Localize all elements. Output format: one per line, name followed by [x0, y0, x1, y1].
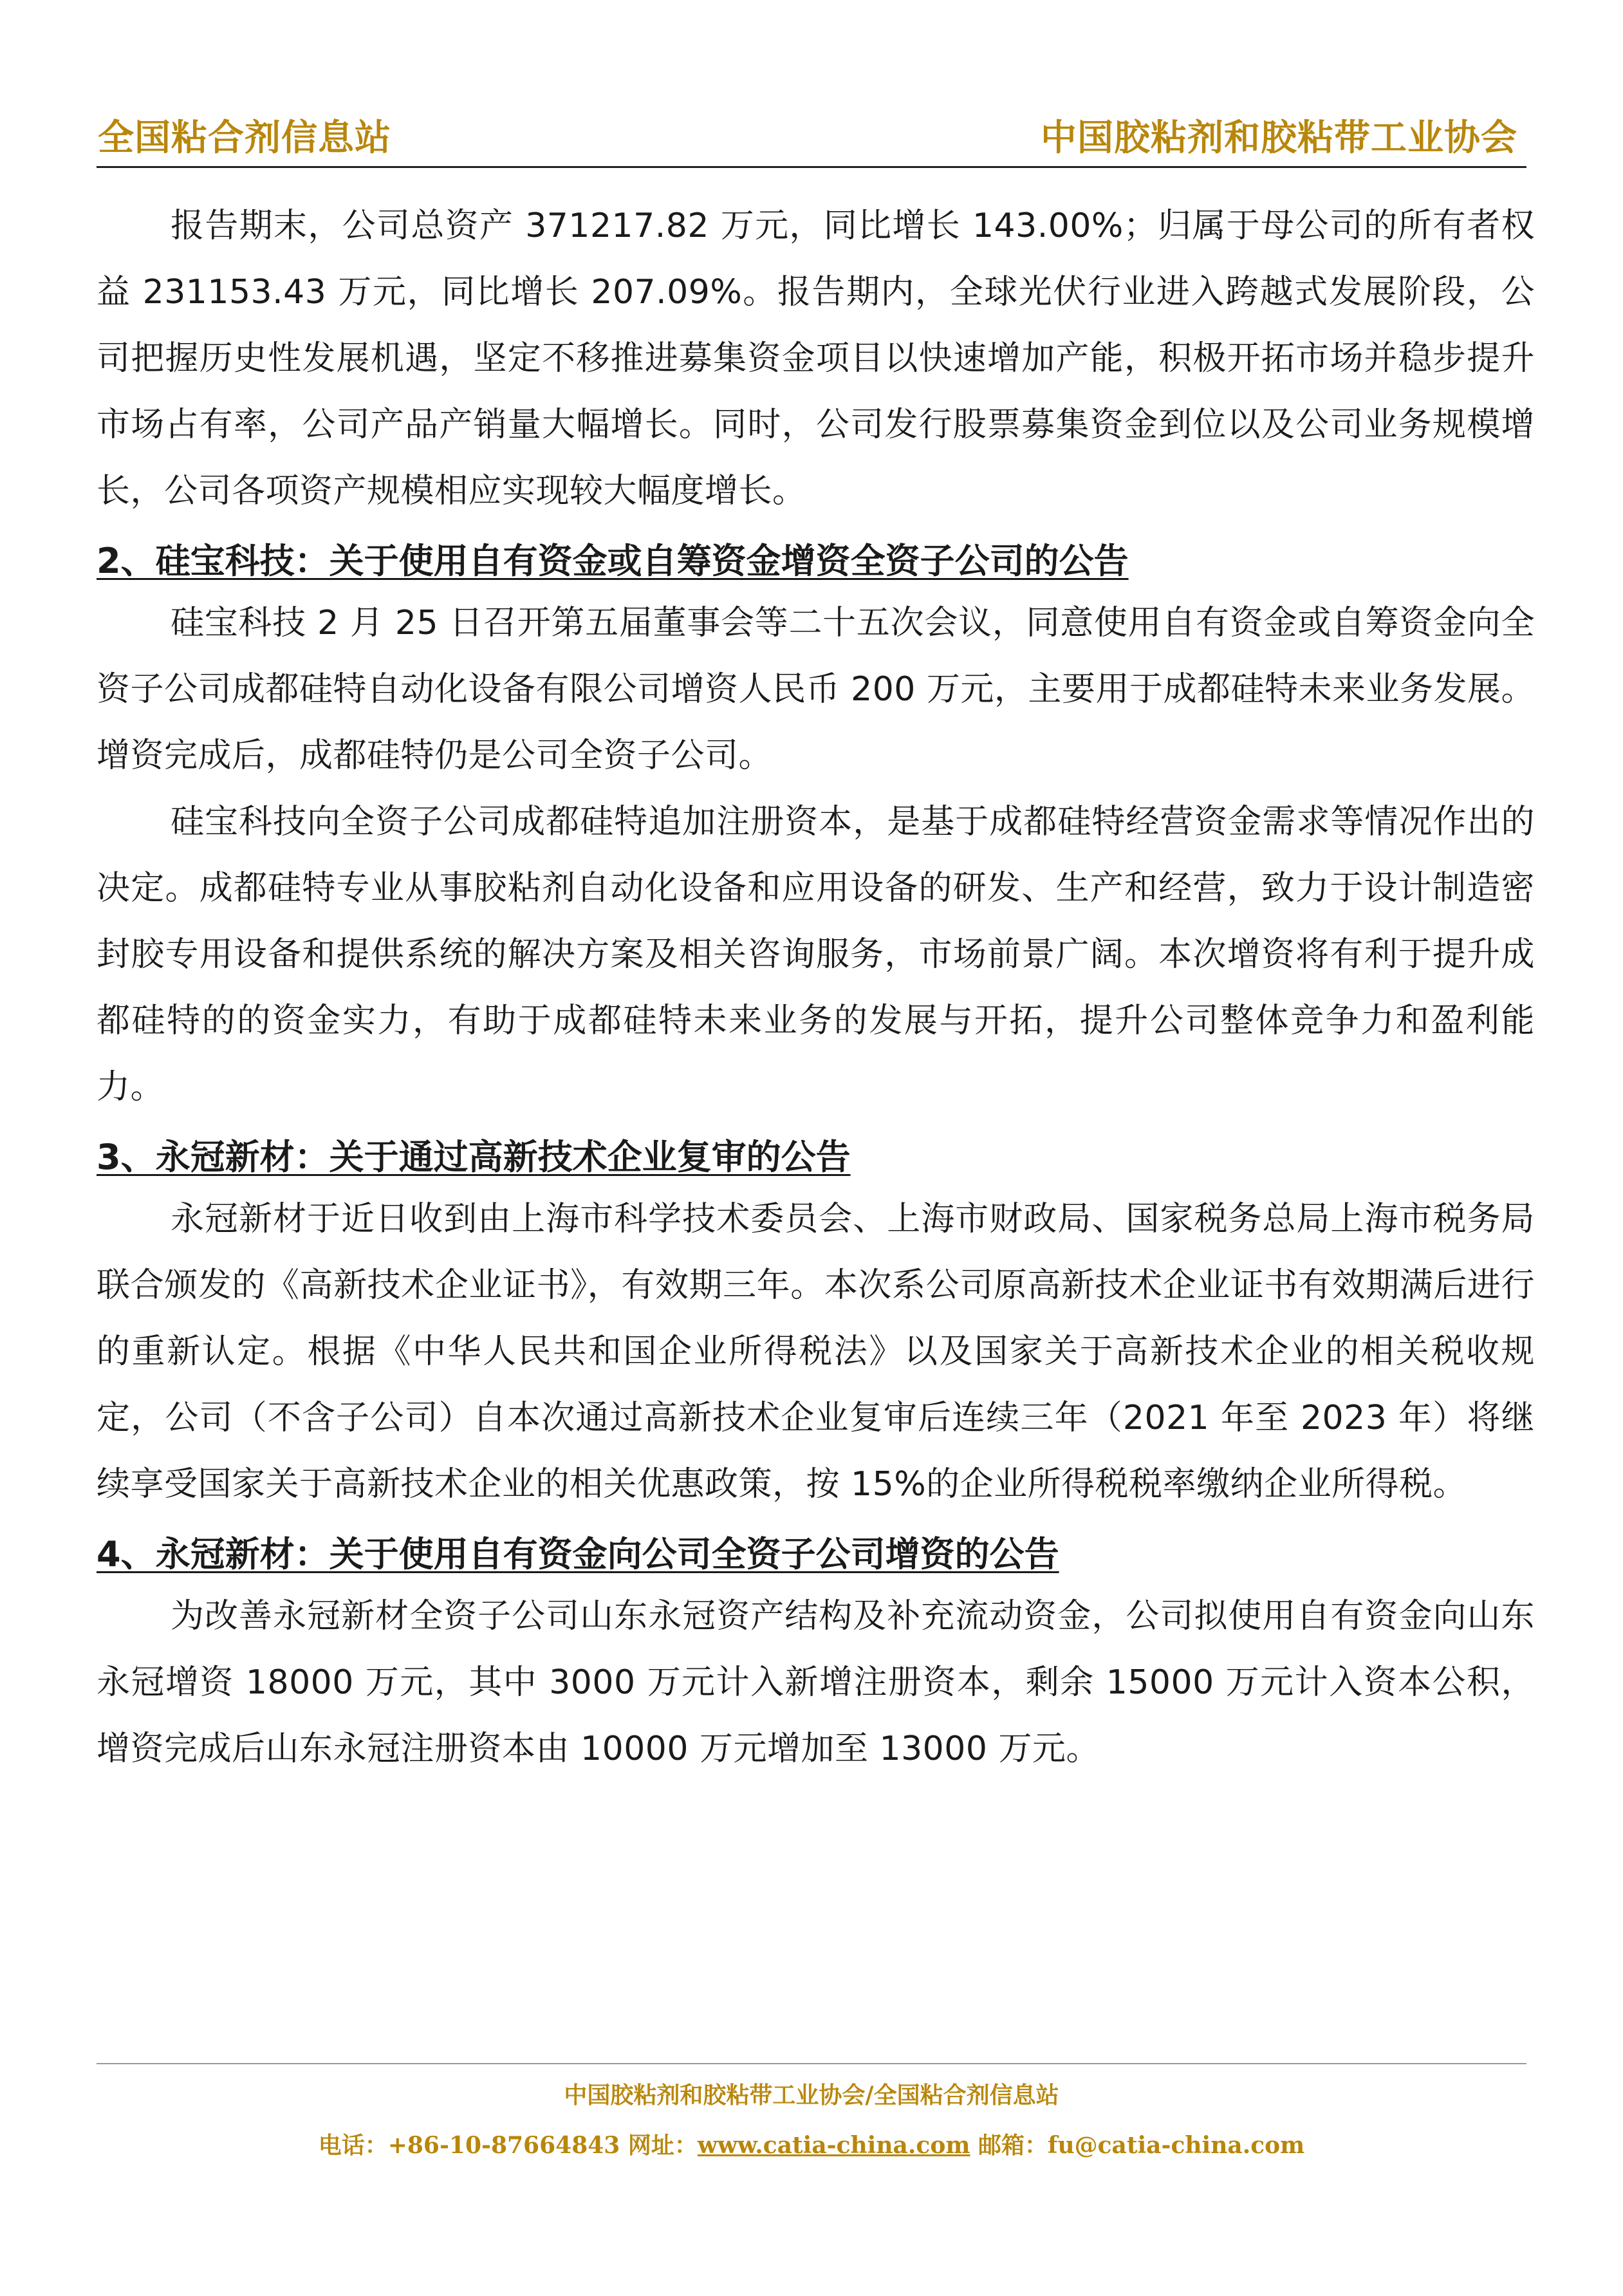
footer-contact — [97, 2127, 1526, 2160]
page-footer — [97, 2063, 1526, 2159]
header-association-name: 中国胶粘剂和胶粘带工业协会 — [1041, 117, 1517, 159]
page-header — [97, 115, 1526, 168]
section-title: 3、永冠新材：关于通过高新技术企业复审的公告 — [97, 1137, 851, 1177]
section-3 — [97, 1128, 1535, 1518]
footer-email[interactable]: fu@catia-china.com — [1047, 2132, 1305, 2159]
footer-website-link[interactable]: www.catia-china.com — [697, 2132, 970, 2159]
section-paragraph: 永冠新材于近日收到由上海市科学技术委员会、上海市财政局、国家税务总局上海市税务局联合颁发的《高新技术企业证书》，有效期三年。本次系公司原高新技术企业证书有效期满后进行的重新认定。根据《中华人民共和国企业所得税法》以及国家关于高新技术企业的相关税收规定，公司（不含子公司）自本次通过高新技术企业复审后连续三年（2021 年至 2023 年）将继续享受国家关于高新技术企业的相关优惠政策，按 15%的企业所得税税率缴纳企业所得税。 — [97, 1200, 1535, 1504]
section-paragraph: 为改善永冠新材全资子公司山东永冠资产结构及补充流动资金，公司拟使用自有资金向山东永冠增资 18000 万元，其中 3000 万元计入新增注册资本，剩余 15000 万元计入资本公积，增资完成后山东永冠注册资本由 10000 万元增加至 13000 万元。 — [97, 1597, 1535, 1768]
section-4 — [97, 1526, 1535, 1782]
intro-paragraph: 报告期末，公司总资产 371217.82 万元，同比增长 143.00%；归属于母公司的所有者权益 231153.43 万元，同比增长 207.09%。报告期内，全球光伏行业进入跨越式发展阶段，公司把握历史性发展机遇，坚定不移推进募集资金项目以快速增加产能，积极开拓市场并稳步提升市场占有率，公司产品产销量大幅增长。同时，公司发行股票募集资金到位以及公司业务规模增长，公司各项资产规模相应实现较大幅度增长。 — [97, 207, 1535, 510]
section-title: 4、永冠新材：关于使用自有资金向公司全资子公司增资的公告 — [97, 1534, 1059, 1574]
footer-phone: 电话：+86-10-87664843 网址： — [318, 2132, 698, 2159]
footer-email-label: 邮箱： — [970, 2132, 1048, 2159]
section-2 — [97, 532, 1535, 1121]
document-body — [97, 193, 1535, 1782]
section-paragraph: 硅宝科技向全资子公司成都硅特追加注册资本，是基于成都硅特经营资金需求等情况作出的决定。成都硅特专业从事胶粘剂自动化设备和应用设备的研发、生产和经营，致力于设计制造密封胶专用设备和提供系统的解决方案及相关咨询服务，市场前景广阔。本次增资将有利于提升成都硅特的的资金实力，有助于成都硅特未来业务的发展与开拓，提升公司整体竞争力和盈利能力。 — [97, 803, 1535, 1106]
section-paragraph: 硅宝科技 2 月 25 日召开第五届董事会等二十五次会议，同意使用自有资金或自筹资金向全资子公司成都硅特自动化设备有限公司增资人民币 200 万元，主要用于成都硅特未来业务发展。增资完成后，成都硅特仍是公司全资子公司。 — [97, 604, 1535, 775]
section-title: 2、硅宝科技：关于使用自有资金或自筹资金增资全资子公司的公告 — [97, 541, 1129, 581]
footer-org: 中国胶粘剂和胶粘带工业协会/全国粘合剂信息站 — [564, 2082, 1059, 2109]
header-site-name: 全国粘合剂信息站 — [98, 117, 391, 159]
